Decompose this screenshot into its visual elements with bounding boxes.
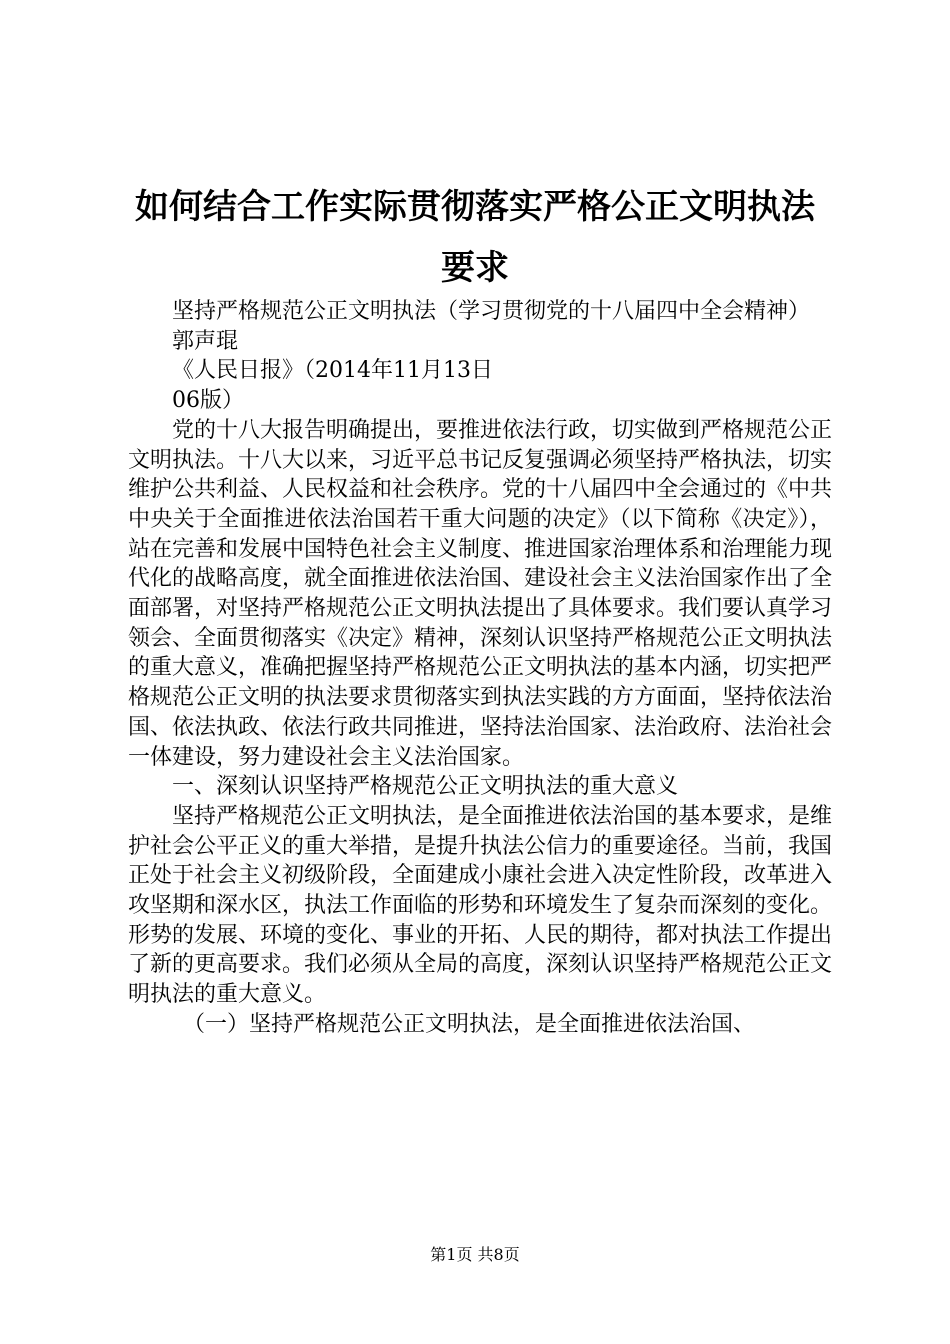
document-title-line-2: 要求 [441,248,509,288]
intro-paragraph: 党的十八大报告明确提出，要推进依法行政，切实做到严格规范公正文明执法。十八大以来，习近平总书记反复强调必须坚持严格执法，切实维护公共利益、人民权益和社会秩序。党的十八届四中全会通过的《中共中央关于全面推进依法治国若干重大问题的决定》（以下简称《决定》），站在完善和发展中国特色社会主义制度、推进国家治理体系和治理能力现代化的战略高度，就全面推进依法治国、建设社会主义法治国家作出了全面部署，对坚持严格规范公正文明执法提出了具体要求。我们要认真学习领会、全面贯彻落实《决定》精神，深刻认识坚持严格规范公正文明执法的重大意义，准确把握坚持严格规范公正文明执法的基本内涵，切实把严格规范公正文明的执法要求贯彻落实到执法实践的方方面面，坚持依法治国、依法执政、依法行政共同推进，坚持法治国家、法治政府、法治社会一体建设，努力建设社会主义法治国家。 [128,417,833,770]
author-name: 郭声琨 [172,328,239,354]
document-title-line-1: 如何结合工作实际贯彻落实严格公正文明执法 [135,187,815,227]
section-heading: 一、深刻认识坚持严格规范公正文明执法的重大意义 [172,774,679,800]
section-paragraph: 坚持严格规范公正文明执法，是全面推进依法治国的基本要求，是维护社会公平正义的重大举措，是提升执法公信力的重要途径。当前，我国正处于社会主义初级阶段，全面建成小康社会进入决定性阶段，改革进入攻坚期和深水区，执法工作面临的形势和环境发生了复杂而深刻的变化。形势的发展、环境的变化、事业的开拓、人民的期待，都对执法工作提出了新的更高要求。我们必须从全局的高度，深刻认识坚持严格规范公正文明执法的重大意义。 [128,803,833,1008]
document-body [128,297,832,1040]
subtitle-paragraph: 坚持严格规范公正文明执法（学习贯彻党的十八届四中全会精神） [172,299,811,324]
source-edition: 06版） [172,388,244,414]
source-line: 《人民日报》（2014年11月13日 [172,358,493,384]
page-footer: 第1页 共8页 [430,1245,520,1264]
subsection-heading: （一）坚持严格规范公正文明执法，是全面推进依法治国、 [183,1011,756,1037]
